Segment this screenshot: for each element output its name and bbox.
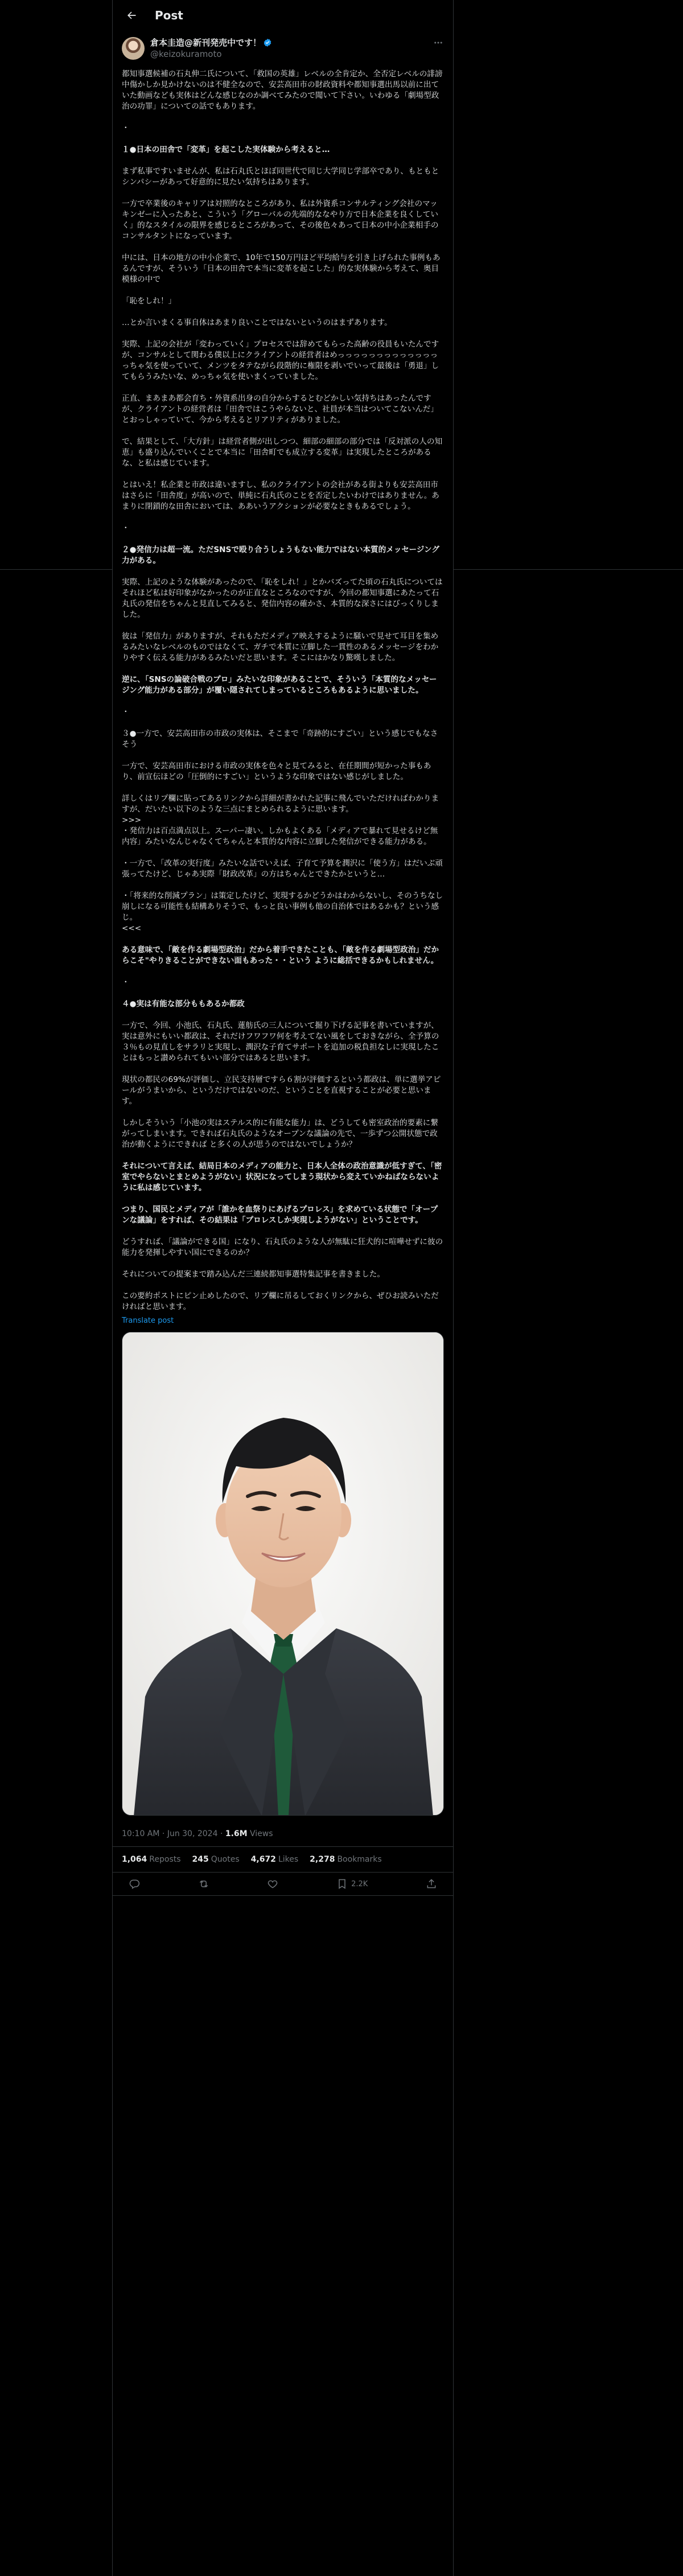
bookmark-count: 2.2K xyxy=(351,1879,368,1888)
more-button[interactable] xyxy=(433,37,444,48)
stats-row xyxy=(113,1847,453,1873)
author-row xyxy=(113,30,453,67)
more-icon xyxy=(433,38,443,48)
post-paragraph: ・「将来的な削減プラン」は策定したけど、実現するかどうかはわからないし、そのうちなし崩しになる可能性も結構ありそうで、もっと良い事例も他の自治体ではあるかも？という感じ。 <<< xyxy=(122,891,443,933)
share-icon xyxy=(426,1878,437,1890)
gutter-divider-left xyxy=(0,569,112,570)
post-paragraph: ３●一方で、安芸高田市の市政の実体は、そこまで「奇跡的にすごい」という感じでもなさそう xyxy=(122,729,438,749)
back-arrow-icon xyxy=(126,10,137,21)
post-paragraph: 実際、上記のような体験があったので、「恥をしれ！」とかバズってた頃の石丸氏についてはそれほど私は好印象がなかったのが正直なところなのですが、今回の都知事選にあたって石丸氏の発信をちゃんと見直してみると、発信内容の確かさ、本質的な深さにはびっくりしました。 xyxy=(122,578,443,619)
avatar[interactable] xyxy=(122,37,145,60)
post-paragraph: ・ xyxy=(122,707,130,717)
stat-likes[interactable]: 4,672 Likes xyxy=(250,1855,299,1864)
topbar xyxy=(113,0,453,30)
post-paragraph: 一方で、安芸高田市における市政の実体を色々と見てみると、在任期間が短かった事もあり、前宣伝ほどの「圧倒的にすごい」というような印象ではない感じがしました。 xyxy=(122,762,431,781)
reply-button[interactable] xyxy=(129,1878,140,1890)
post-paragraph: 詳しくはリプ欄に貼ってあるリンクから詳細が書かれた記事に飛んでいただければわかりますが、だいたい以下のような三点にまとめられるように思います。 >>> ・発信力は百点満点以上。スーパー凄い。しかもよくある「メディアで暴れて見せるけど無内容」みたいなんじゃなくてちゃんと本質的な内容に立脚した発信ができる能力がある。 xyxy=(122,794,439,846)
gutter-divider-right xyxy=(454,569,683,570)
author-meta xyxy=(150,37,433,60)
timestamp-row xyxy=(113,1820,453,1847)
post-paragraph: しかしそういう「小池の実はステルス的に有能な能力」は、どうしても密室政治的要素に繋がってしまいます。できれば石丸氏のようなオープンな議論の先で、一歩ずつ公開状態で政治が動くようにできれば と多くの人が思うのではないでしょうか？ xyxy=(122,1118,438,1149)
post-paragraph: どうすれば、「議論ができる国」になり、石丸氏のような人が無駄に狂犬的に喧嘩せずに彼の能力を発揮しやすい国にできるのか？ xyxy=(122,1237,443,1257)
stat-bookmarks[interactable]: 2,278 Bookmarks xyxy=(310,1855,382,1864)
post-text xyxy=(122,69,444,1312)
post-paragraph: 正直、まあまあ都会育ち・外資系出身の自分からするとむどかしい気持ちはあったんですが、クライアントの経営者は「田舎ではこうやらないと、社員が本当はついてこないんだ」とおっしゃっていて、今から考えるとリアリティがありました。 xyxy=(122,394,438,425)
repost-icon xyxy=(198,1878,209,1890)
portrait-image xyxy=(122,1332,444,1816)
like-icon xyxy=(267,1878,278,1890)
post-paragraph: ・ xyxy=(122,978,130,987)
post-paragraph: 「恥をしれ！」 xyxy=(122,297,176,306)
post-paragraph: …とか言いまくる事自体はあまり良いことではないというのはまずあります。 xyxy=(122,318,392,327)
actions-row xyxy=(113,1873,453,1896)
post-paragraph: ある意味で、「敵を作る劇場型政治」だから着手できたことも、「敵を作る劇場型政治」だからこそ"やりきることができない面もあった・・という ように総括できるかもしれません。 xyxy=(122,945,439,965)
post-column xyxy=(112,0,454,2576)
separator: · xyxy=(220,1829,223,1838)
translate-post-link[interactable]: Translate post xyxy=(122,1316,174,1325)
views-label: Views xyxy=(250,1829,273,1838)
like-button[interactable] xyxy=(267,1878,278,1890)
post-body xyxy=(113,69,453,1816)
back-button[interactable] xyxy=(122,6,141,25)
bookmark-button[interactable] xyxy=(336,1878,368,1890)
post-paragraph: 中には、日本の地方の中小企業で、10年で150万円ほど平均給与を引き上げられた事例もあるんですが、そういう「日本の田舎で本当に変革を起こした」的な実体験から考えて、奥目模様の中で xyxy=(122,253,441,284)
post-paragraph: それについての提案まで踏み込んだ三連続都知事選特集記事を書きました。 xyxy=(122,1270,385,1279)
post-paragraph: 彼は「発信力」がありますが、それもただメディア映えするように騒いで見せて耳目を集めるみたいなレベルのものではなくて、ガチで本質に立脚した一貫性のあるメッセージをわかりやすく伝える能力があるみたいだと思います。そこにはかなり驚嘆しました。 xyxy=(122,632,439,662)
post-paragraph: 実際、上記の会社が「変わっていく」プロセスでは辞めてもらった高齢の役員もいたんですが、コンサルとして関わる僕以上にクライアントの経営者はめっっっっっっっっっっっっっっちゃ気を使っていて、メンツをタテながら段階的に権限を剥いでいって最後は「勇退」してもらうみたいな、めっちゃ気を使いまくっていました。 xyxy=(122,340,439,381)
separator: · xyxy=(162,1829,165,1838)
post-paragraph: まず私事ですいませんが、私は石丸氏とほぼ同世代で同じ大学同じ学部卒であり、もともとシンパシーがあって好意的に見たい気持ちはあります。 xyxy=(122,167,439,187)
post-paragraph: 逆に、「SNSの論破合戦のプロ」みたいな印象があることで、そういう「本質的なメッセージング能力がある部分」が覆い隠されてしまっているところもあるように思いました。 xyxy=(122,675,437,695)
share-button[interactable] xyxy=(426,1878,437,1890)
post-paragraph: つまり、国民とメディアが「誰かを血祭りにあげるプロレス」を求めている状態で「オープンな議論」をすれば、その結果は「プロレスしか実現しようがない」ということです。 xyxy=(122,1205,438,1225)
stat-quotes[interactable]: 245 Quotes xyxy=(192,1855,240,1864)
page-title: Post xyxy=(155,8,183,22)
verified-badge-icon xyxy=(263,38,272,47)
post-paragraph: ４●実は有能な部分ももあるか都政 xyxy=(122,999,245,1009)
author-name-line xyxy=(150,37,433,48)
post-date[interactable]: Jun 30, 2024 xyxy=(167,1829,218,1838)
post-paragraph: それについて言えば、結局日本のメディアの能力と、日本人全体の政治意識が低すぎて、「密室でやらないとまとめようがない」状況になってしまう現状から変えていかねばならないように私は感じています。 xyxy=(122,1162,442,1192)
post-paragraph: ・ xyxy=(122,124,130,133)
post-photo[interactable] xyxy=(122,1332,444,1816)
author-name[interactable]: 倉本圭造@新刊発売中です！ xyxy=(150,38,262,48)
reply-icon xyxy=(129,1878,140,1890)
post-paragraph: １●日本の田舎で「変革」を起こした実体験から考えると… xyxy=(122,145,330,154)
bookmark-icon xyxy=(336,1878,348,1890)
post-paragraph: とはいえ！私企業と市政は違いますし、私のクライアントの会社がある街よりも安芸高田市はさらに「田舎度」が高いので、単純に石丸氏のことを否定したいわけではありません。あまりに閉鎖的な田舎においては、ああいうアクションが必要なときもあるでしょう。 xyxy=(122,480,439,511)
post-paragraph: で、結果として、「大方針」は経営者側が出しつつ、細部の細部の部分では「反対派の人の知恵」も盛り込んでいくことで本当に「田舎町でも成立する変革」は実現したところがあるな、と私は感じています。 xyxy=(122,437,443,468)
post-paragraph: ・ xyxy=(122,524,130,533)
post-paragraph: この要約ポストにピン止めしたので、リプ欄に吊るしておくリンクから、ぜひお読みいただければと思います。 xyxy=(122,1291,439,1311)
author-handle[interactable]: @keizokuramoto xyxy=(150,49,222,59)
repost-button[interactable] xyxy=(198,1878,209,1890)
post-paragraph: 一方で、今回、小池氏、石丸氏、蓮舫氏の三人について掘り下げる記事を書いていますが、実は意外にもいい都政は、それだけフワフワ何を考えてない風をしておきながら、全予算の３％もの見直しをサラリと実現し、潤沢な子育てサポートを追加の税負担なしに実現したことはもっと讃められてもいい部分ではあると思います。 xyxy=(122,1021,439,1063)
post-paragraph: ・一方で、「改革の実行度」みたいな話でいえば、子育て予算を潤沢に「使う方」はだいぶ頑張ってたけど、じゃあ実際「財政改革」の方はちゃんとできたかというと… xyxy=(122,859,443,879)
post-time[interactable]: 10:10 AM xyxy=(122,1829,160,1838)
post-paragraph: ２●発信力は超一流。ただSNSで殴り合うしょうもない能力ではない本質的メッセージング力がある。 xyxy=(122,545,439,565)
stat-reposts[interactable]: 1,064 Reposts xyxy=(122,1855,181,1864)
views-count: 1.6M xyxy=(225,1829,248,1838)
post-paragraph: 現状の都民の69%が評価し、立民支持層ですら６割が評価するという都政は、単に選挙アピールがうまいから、というだけではないのだ、ということを直視することが必要と思います。 xyxy=(122,1075,441,1106)
post-paragraph: 都知事選候補の石丸伸二氏について、「救国の英雄」レベルの全肯定か、全否定レベルの誹謗中傷かしか見かけないのは不健全なので、安芸高田市の財政資料や都知事選出馬以前に出ていた動画なども実体はどんな感じなのか調べてみたので聞いて下さい。いわゆる「劇場型政治の功罪」についての話でもあります。 xyxy=(122,69,443,111)
post-paragraph: 一方で卒業後のキャリアは対照的なところがあり、私は外資系コンサルティング会社のマッキンゼーに入ったあと、こういう「グローバルの先端的ななやり方で日本企業を良くしていく」的なスタイルの限界を感じるところがあって、その後色々あって日本の中小企業相手のコンサルタントになっています。 xyxy=(122,199,439,241)
